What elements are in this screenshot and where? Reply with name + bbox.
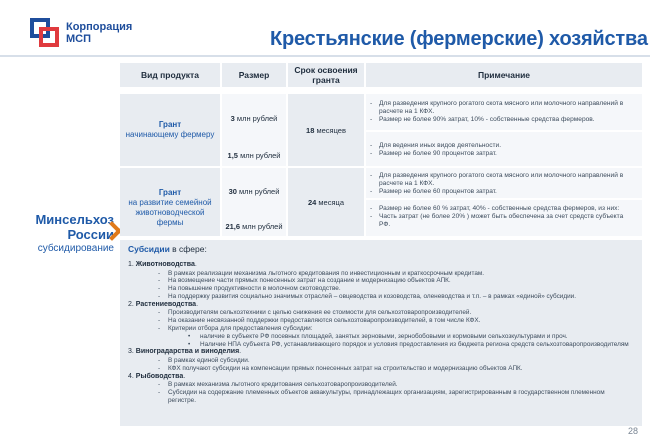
row-2-note-2: - Размер не более 60 % затрат, 40% - собственные средства фермеров, из них: - Часть затрат (не более 20% ) может быть обеспечена за счет средств субъекта РФ. <box>370 205 636 230</box>
row-2-name-rest: на развитие семейной животноводческой фермы <box>128 198 212 227</box>
company-logo <box>30 16 140 50</box>
logo-mark-icon <box>30 18 60 48</box>
page-title: Крестьянские (фермерские) хозяйства <box>270 28 648 50</box>
list-subitem: • наличие в субъекте РФ посевных площадей, занятых зерновыми, зернобобовыми и кормовыми сельхозкультурами и проч. <box>128 333 634 341</box>
row-1-size-1: 3 млн рублей <box>230 114 278 123</box>
row-2-size-2: 21,6 млн рублей <box>225 222 283 231</box>
header-term: Срок освоения гранта <box>288 63 364 87</box>
side-label-line-2: России <box>67 227 114 242</box>
logo-line-2: МСП <box>66 33 92 45</box>
subsidies-title: Субсидии в сфере: <box>128 244 207 254</box>
row-2-term: 24 месяца <box>307 198 345 207</box>
row-2-note-1: - Для разведения крупного рогатого скота мясного или молочного направлений в расчете на 1 КФХ. - Размер не более 60 процентов затрат. <box>370 172 636 197</box>
row-1-product-name <box>124 120 216 140</box>
list-item: - На повышение продуктивности в молочном скотоводстве. <box>128 285 634 293</box>
row-1-note-1: - Для разведения крупного рогатого скота мясного или молочного направлений в расчете на 1 КФХ. - Размер не более 90% затрат, 10% - собственные средства фермеров. <box>370 100 636 125</box>
section-4-title: 4. Рыбоводства. <box>128 372 186 380</box>
list-item: - На оказание несвязанной поддержки предоставляются сельхозтоваропроизводителей, в том числе КФХ. <box>128 317 634 325</box>
side-label-line-1: Минсельхоз <box>35 212 114 227</box>
list-item: - В рамках механизма льготного кредитования сельхозтоваропроизводителей. <box>128 381 634 389</box>
list-item: - КФХ получают субсидии на компенсации прямых понесенных затрат на строительство и модернизацию объектов АПК. <box>128 365 634 373</box>
header-size: Размер <box>222 63 286 87</box>
list-item: - Критерии отбора для предоставления субсидии: <box>128 325 634 333</box>
row-1-size-2: 1,5 млн рублей <box>227 151 281 160</box>
row-1-term: 18 месяцев <box>306 126 346 135</box>
list-item: - В рамках реализации механизма льготного кредитования по инвестиционным и краткосрочным кредитам. <box>128 270 634 278</box>
header-notes: Примечание <box>366 63 642 87</box>
subsidies-block <box>120 240 642 426</box>
list-item: - На поддержку развития социально значимых отраслей – овцеводства и козоводства, оленеводства и т.п. – в рамках «единой» субсидии. <box>128 293 634 301</box>
list-item: - В рамках единой субсидии. <box>128 357 634 365</box>
side-label-line-3: субсидирование <box>37 243 114 254</box>
page-number: 28 <box>627 426 638 436</box>
row-1-name-bold: Грант <box>158 120 182 129</box>
row-1-note-2: - Для ведения иных видов деятельности. - Размер не более 90 процентов затрат. <box>370 142 636 158</box>
row-1-name-rest: начинающему фермеру <box>125 130 215 139</box>
list-subitem: • Наличие НПА субъекта РФ, устанавливающего порядок и условия предоставления из бюджета региона средств сельхозтоваропроизводителям <box>128 341 634 349</box>
list-item: - Субсидии на содержание племенных объектов аквакультуры, принадлежащих организациям, зарегистрированным в государственном племенном регистре. <box>128 389 634 405</box>
section-1-title: 1. Животноводства. <box>128 261 197 268</box>
logo-text <box>66 21 132 45</box>
list-item: - На возмещение части прямых понесенных затрат на создание и модернизацию объектов АПК. <box>128 277 634 285</box>
title-divider <box>0 55 650 57</box>
section-3-title: 3. Виноградарства и виноделия. <box>128 348 242 356</box>
section-2-title: 2. Растениеводства. <box>128 300 199 308</box>
row-2-name-bold: Грант <box>158 188 182 197</box>
side-label <box>14 212 114 255</box>
list-item: - Производителям сельхозтехники с целью снижения ее стоимости для сельхозтоваропроизводителей. <box>128 309 634 317</box>
row-2-size-1: 30 млн рублей <box>228 187 280 196</box>
logo-line-1: Корпорация <box>66 21 133 33</box>
row-2-product-name <box>122 188 218 228</box>
header-product: Вид продукта <box>120 63 220 87</box>
